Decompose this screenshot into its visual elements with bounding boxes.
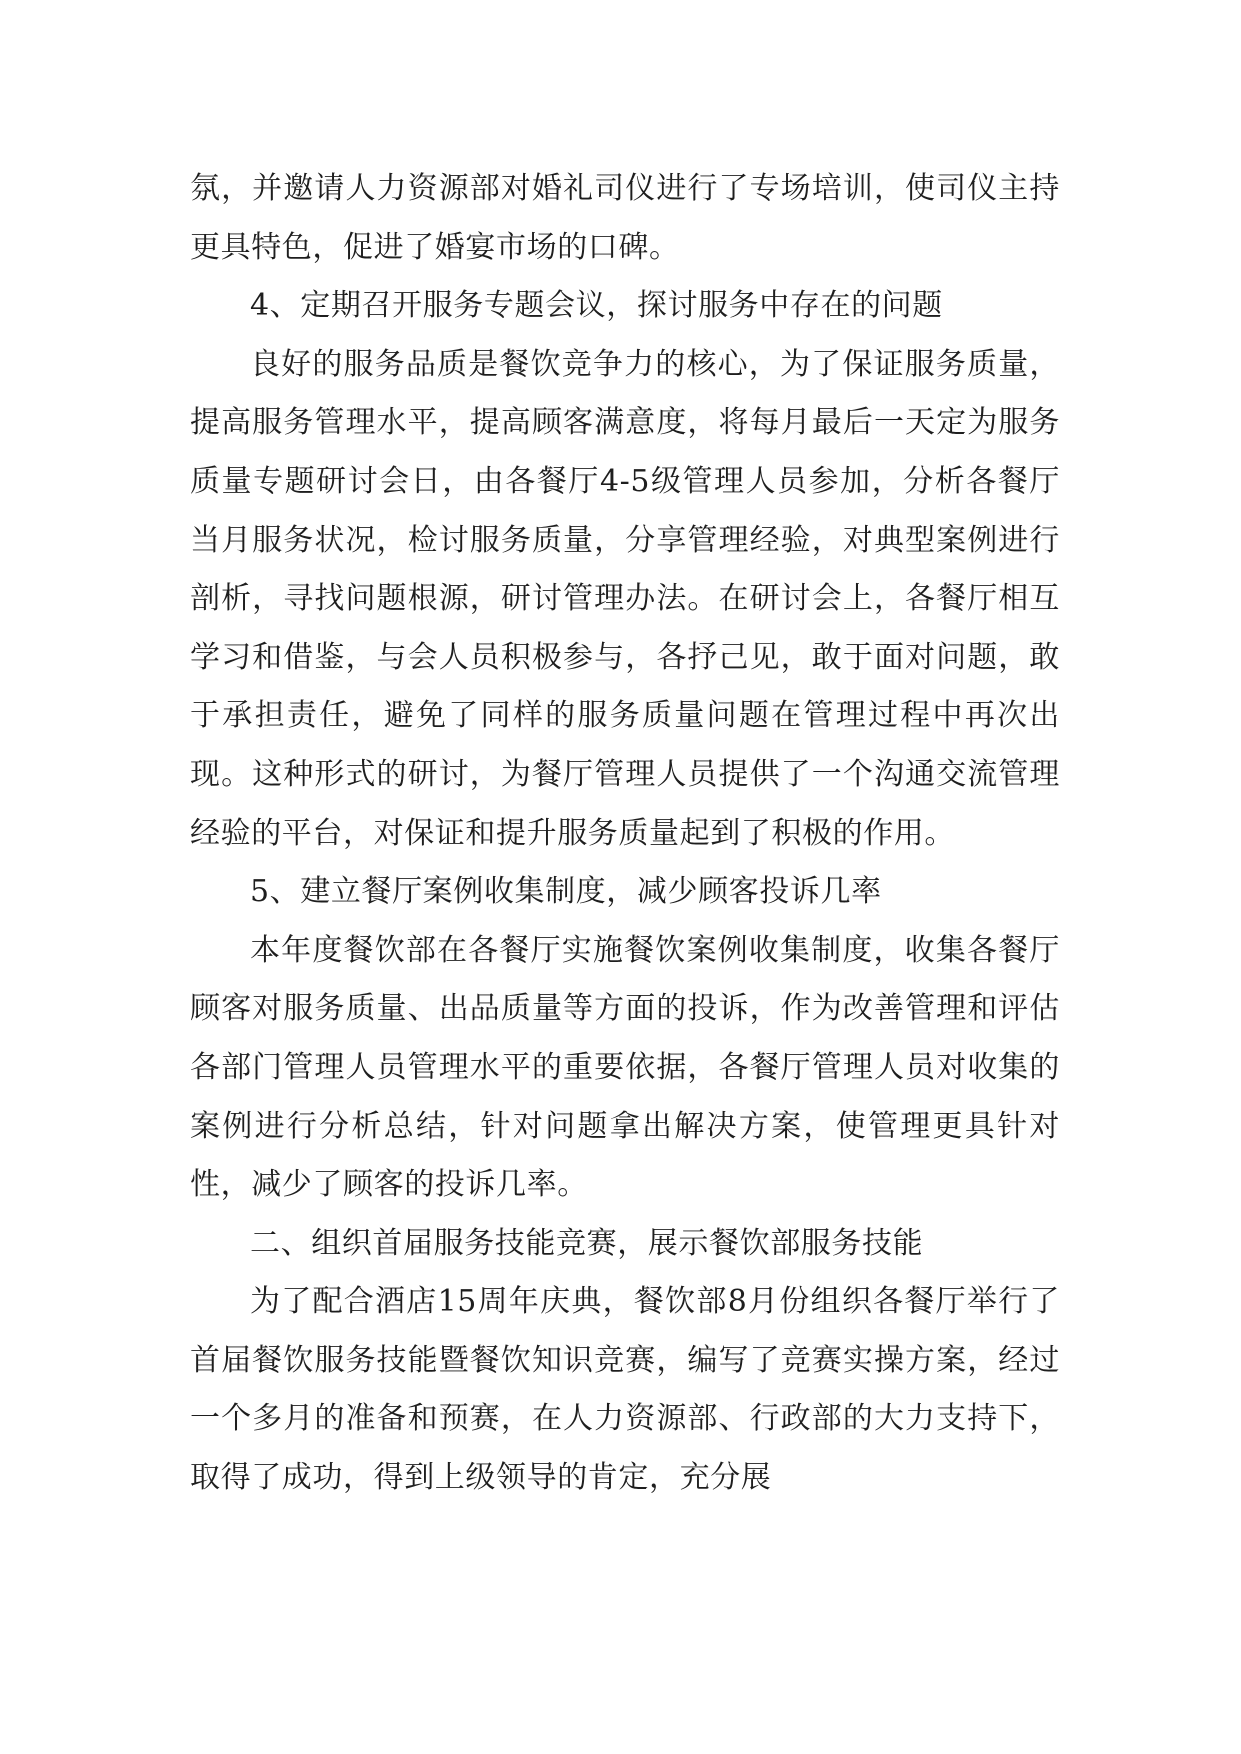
heading-5: 5、建立餐厅案例收集制度，减少顾客投诉几率 xyxy=(250,874,882,910)
paragraph-case-collection: 本年度餐饮部在各餐厅实施餐饮案例收集制度，收集各餐厅顾客对服务质量、出品质量等方面的投诉，作为改善管理和评估各部门管理人员管理水平的重要依据，各餐厅管理人员对收集的案例进行分析总结，针对问题拿出解决方案，使管理更具针对性，减少了顾客的投诉几率。 xyxy=(190,932,1060,1203)
paragraph-skills-competition: 为了配合酒店15周年庆典，餐饮部8月份组织各餐厅举行了首届餐饮服务技能暨餐饮知识竞赛，编写了竞赛实操方案，经过一个多月的准备和预赛，在人力资源部、行政部的大力支持下，取得了成功，得到上级领导的肯定，充分展 xyxy=(190,1284,1060,1496)
heading-4: 4、定期召开服务专题会议，探讨服务中存在的问题 xyxy=(250,288,943,324)
section-heading-2: 二、组织首届服务技能竞赛，展示餐饮部服务技能 xyxy=(250,1225,924,1261)
paragraph-continuation: 氛，并邀请人力资源部对婚礼司仪进行了专场培训，使司仪主持更具特色，促进了婚宴市场的口碑。 xyxy=(190,171,1060,265)
paragraph-service-meeting: 良好的服务品质是餐饮竞争力的核心，为了保证服务质量，提高服务管理水平，提高顾客满意度，将每月最后一天定为服务质量专题研讨会日，由各餐厅4-5级管理人员参加，分析各餐厅当月服务状况，检讨服务质量，分享管理经验，对典型案例进行剖析，寻找问题根源，研讨管理办法。在研讨会上，各餐厅相互学习和借鉴，与会人员积极参与，各抒己见，敢于面对问题，敢于承担责任，避免了同样的服务质量问题在管理过程中再次出现。这种形式的研讨，为餐厅管理人员提供了一个沟通交流管理经验的平台，对保证和提升服务质量起到了积极的作用。 xyxy=(190,346,1060,851)
document-body xyxy=(190,160,1060,1508)
